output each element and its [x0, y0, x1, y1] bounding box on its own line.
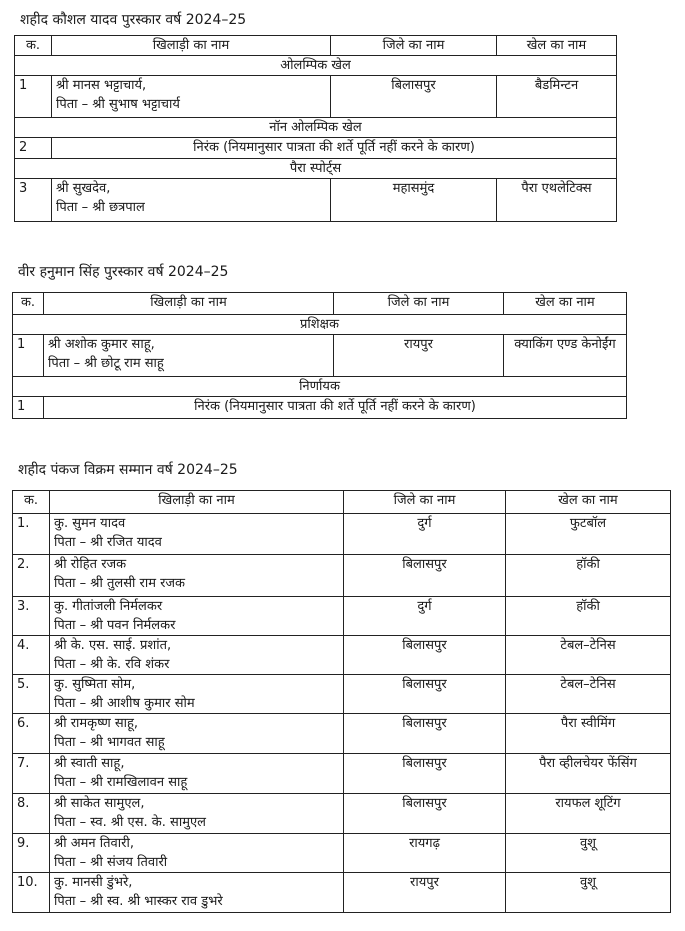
- serial-number: 8.: [13, 794, 50, 834]
- player-name: श्री अमन तिवारी,: [54, 836, 134, 851]
- table-row: [13, 834, 671, 873]
- player-name: श्री साकेत सामुएल,: [54, 796, 145, 811]
- player-cell: [52, 179, 331, 222]
- nil-note: निरंक (नियमानुसार पात्रता की शर्ते पूर्ति नहीं करने के कारण): [44, 397, 627, 419]
- player-name: श्री मानस भट्टाचार्य,: [56, 78, 147, 93]
- category-heading: पैरा स्पोर्ट्स: [15, 159, 617, 179]
- player-name: कु. गीतांजली निर्मलकर: [54, 599, 163, 614]
- section3-title: शहीद पंकज विक्रम सम्मान वर्ष 2024–25: [18, 462, 238, 478]
- district-name: दुर्ग: [344, 514, 506, 555]
- sport-name: हॉकी: [506, 597, 671, 636]
- table-row: [15, 138, 617, 159]
- sport-name: [504, 335, 627, 377]
- father-name: पिता – श्री सुभाष भट्टाचार्य: [56, 97, 180, 112]
- section1-title: शहीद कौशल यादव पुरस्कार वर्ष 2024–25: [20, 12, 247, 28]
- section2-title: वीर हनुमान सिंह पुरस्कार वर्ष 2024–25: [18, 264, 229, 280]
- father-name: पिता – स्व. श्री एस. के. सामुएल: [54, 815, 206, 830]
- header-sport: खेल का नाम: [504, 293, 627, 315]
- section2-table: [12, 292, 627, 419]
- table-row: [15, 179, 617, 222]
- table-row: [13, 794, 671, 834]
- category-heading: ओलम्पिक खेल: [15, 56, 617, 76]
- serial-number: 1.: [13, 514, 50, 555]
- player-cell: [50, 714, 344, 754]
- sport-name: पैरा व्हीलचेयर फेंसिंग: [506, 754, 671, 794]
- header-district: जिले का नाम: [331, 36, 497, 56]
- category-heading: निर्णायक: [13, 377, 627, 397]
- sport-name: रायफल शूटिंग: [506, 794, 671, 834]
- father-name: पिता – श्री भागवत साहू: [54, 735, 165, 750]
- father-name: पिता – श्री स्व. श्री भास्कर राव डुभरे: [54, 894, 223, 909]
- sport-name: वुशू: [506, 834, 671, 873]
- serial-number: 5.: [13, 675, 50, 714]
- player-name: श्री अशोक कुमार साहू,: [48, 337, 155, 352]
- header-player-name: खिलाड़ी का नाम: [52, 36, 331, 56]
- sport-label: क्याकिंग एण्ड केनोईंग: [514, 337, 616, 352]
- table-row: [13, 636, 671, 675]
- district-name: बिलासपुर: [331, 76, 497, 118]
- section3-table: [12, 490, 671, 913]
- category-heading: नॉन ओलम्पिक खेल: [15, 118, 617, 138]
- father-name: पिता – श्री के. रवि शंकर: [54, 657, 170, 672]
- player-name: श्री के. एस. साई. प्रशांत,: [54, 638, 172, 653]
- nil-note: निरंक (नियमानुसार पात्रता की शर्ते पूर्ति नहीं करने के कारण): [52, 138, 617, 159]
- player-cell: [50, 636, 344, 675]
- table-row: [13, 873, 671, 913]
- table-row: [13, 555, 671, 597]
- player-cell: [50, 754, 344, 794]
- district-name: बिलासपुर: [344, 636, 506, 675]
- district-name: बिलासपुर: [344, 675, 506, 714]
- sport-name: पैरा एथलेटिक्स: [497, 179, 617, 222]
- player-cell: [52, 76, 331, 118]
- serial-number: 2.: [13, 555, 50, 597]
- district-name: बिलासपुर: [344, 714, 506, 754]
- sport-name: हॉकी: [506, 555, 671, 597]
- header-serial: क.: [13, 293, 44, 315]
- table-row: [13, 397, 627, 419]
- category-heading: प्रशिक्षक: [13, 315, 627, 335]
- header-district: जिले का नाम: [344, 491, 506, 514]
- table-row: [13, 335, 627, 377]
- player-name: कु. सुमन यादव: [54, 516, 126, 531]
- sport-name: वुशू: [506, 873, 671, 913]
- header-serial: क.: [15, 36, 52, 56]
- table-row: [13, 597, 671, 636]
- player-name: कु. सुष्मिता सोम,: [54, 677, 136, 692]
- header-district: जिले का नाम: [334, 293, 504, 315]
- sport-name: टेबल–टेनिस: [506, 675, 671, 714]
- table-row: [13, 714, 671, 754]
- serial-number: 3: [15, 179, 52, 222]
- player-cell: [50, 794, 344, 834]
- father-name: पिता – श्री छोटू राम साहू: [48, 356, 164, 371]
- player-name: कु. मानसी डुंभरे,: [54, 875, 133, 890]
- district-name: रायपुर: [334, 335, 504, 377]
- player-cell: [50, 597, 344, 636]
- player-cell: [50, 834, 344, 873]
- header-player-name: खिलाड़ी का नाम: [44, 293, 334, 315]
- district-name: रायगढ़: [344, 834, 506, 873]
- serial-number: 1: [13, 335, 44, 377]
- table-row: [13, 514, 671, 555]
- player-name: श्री सुखदेव,: [56, 181, 111, 196]
- player-name: श्री रामकृष्ण साहू,: [54, 716, 139, 731]
- table-row: [15, 76, 617, 118]
- table-row: [13, 675, 671, 714]
- serial-number: 6.: [13, 714, 50, 754]
- serial-number: 2: [15, 138, 52, 159]
- father-name: पिता – श्री छत्रपाल: [56, 200, 145, 215]
- sport-name: फुटबॉल: [506, 514, 671, 555]
- header-serial: क.: [13, 491, 50, 514]
- father-name: पिता – श्री संजय तिवारी: [54, 855, 168, 870]
- player-cell: [50, 675, 344, 714]
- district-name: बिलासपुर: [344, 754, 506, 794]
- father-name: पिता – श्री तुलसी राम रजक: [54, 576, 186, 591]
- player-name: श्री स्वाती साहू,: [54, 756, 125, 771]
- player-cell: [44, 335, 334, 377]
- district-name: बिलासपुर: [344, 555, 506, 597]
- father-name: पिता – श्री पवन निर्मलकर: [54, 618, 176, 633]
- district-name: बिलासपुर: [344, 794, 506, 834]
- header-player-name: खिलाड़ी का नाम: [50, 491, 344, 514]
- district-name: रायपुर: [344, 873, 506, 913]
- district-name: दुर्ग: [344, 597, 506, 636]
- header-sport: खेल का नाम: [497, 36, 617, 56]
- section1-table: [14, 35, 617, 222]
- district-name: महासमुंद: [331, 179, 497, 222]
- father-name: पिता – श्री रजित यादव: [54, 535, 162, 550]
- player-cell: [50, 555, 344, 597]
- sport-name: पैरा स्वीमिंग: [506, 714, 671, 754]
- serial-number: 1: [13, 397, 44, 419]
- sport-name: बैडमिन्टन: [497, 76, 617, 118]
- table-row: [13, 754, 671, 794]
- player-cell: [50, 514, 344, 555]
- father-name: पिता – श्री आशीष कुमार सोम: [54, 696, 195, 711]
- serial-number: 10.: [13, 873, 50, 913]
- serial-number: 7.: [13, 754, 50, 794]
- player-cell: [50, 873, 344, 913]
- serial-number: 9.: [13, 834, 50, 873]
- serial-number: 3.: [13, 597, 50, 636]
- header-sport: खेल का नाम: [506, 491, 671, 514]
- father-name: पिता – श्री रामखिलावन साहू: [54, 775, 188, 790]
- sport-name: टेबल–टेनिस: [506, 636, 671, 675]
- player-name: श्री रोहित रजक: [54, 557, 127, 572]
- serial-number: 1: [15, 76, 52, 118]
- serial-number: 4.: [13, 636, 50, 675]
